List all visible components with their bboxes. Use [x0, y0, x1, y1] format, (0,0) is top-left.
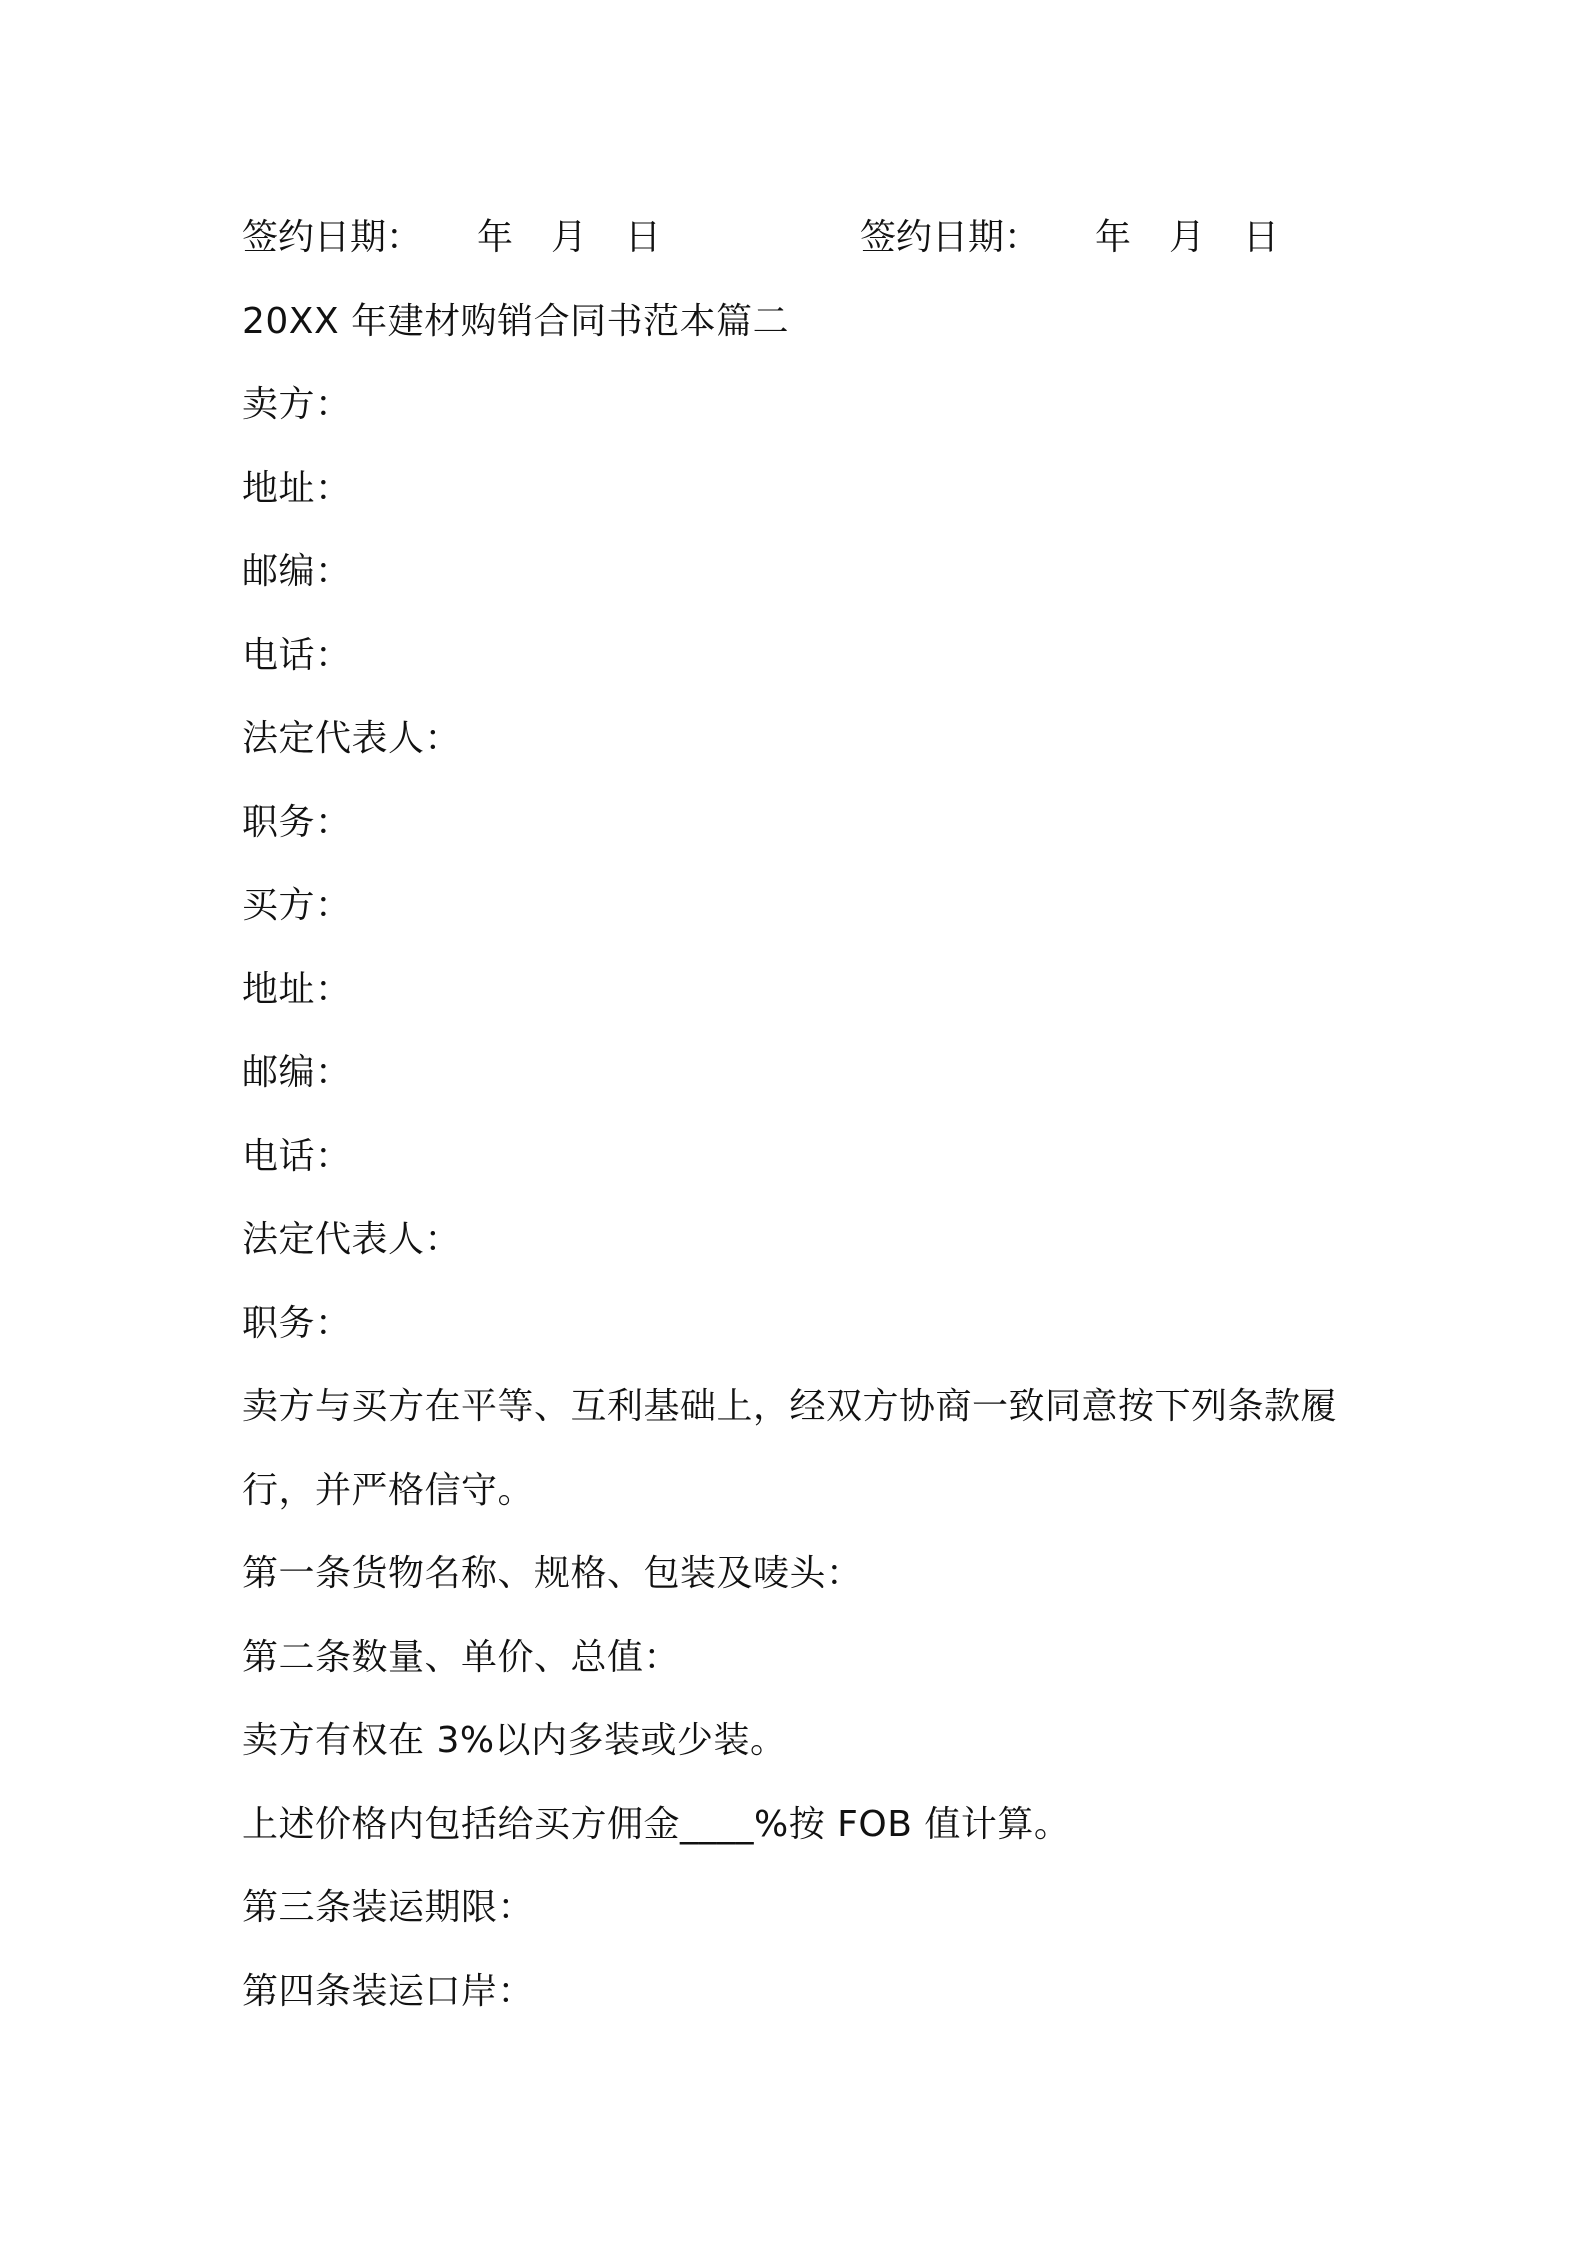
month-label: 月: [1169, 217, 1206, 258]
document-body: [242, 196, 1372, 2033]
buyer-postcode-field: 邮编：: [242, 1052, 352, 1093]
clause-2-note-commission: 上述价格内包括给买方佣金____%按 FOB 值计算。: [242, 1803, 1071, 1845]
seller-party-field: 卖方：: [242, 384, 352, 425]
signature-date-label: 签约日期：: [242, 217, 423, 258]
clause-1-heading: 第一条货物名称、规格、包装及唛头：: [242, 1553, 863, 1594]
clause-2-heading: 第二条数量、单价、总值：: [242, 1636, 681, 1678]
seller-postcode-field: 邮编：: [242, 551, 352, 592]
year-label: 年: [1095, 217, 1132, 258]
intro-paragraph-line-2: 行，并严格信守。: [242, 1469, 535, 1511]
day-label: 日: [1243, 217, 1280, 258]
day-label: 日: [625, 217, 662, 258]
buyer-phone-field: 电话：: [242, 1135, 352, 1177]
signature-date-label: 签约日期：: [860, 217, 1041, 258]
buyer-signature-date: [860, 196, 1279, 280]
buyer-position-field: 职务：: [242, 1302, 352, 1344]
signature-date-row: [242, 196, 1372, 280]
buyer-legal-rep-field: 法定代表人：: [242, 1219, 462, 1260]
seller-signature-date: [242, 196, 661, 280]
seller-address-field: 地址：: [242, 467, 352, 509]
intro-paragraph-line-1: 卖方与买方在平等、互利基础上，经双方协商一致同意按下列条款履: [242, 1386, 1338, 1427]
month-label: 月: [551, 217, 588, 258]
clause-2-note-tolerance: 卖方有权在 3%以内多装或少装。: [242, 1720, 787, 1761]
seller-phone-field: 电话：: [242, 634, 352, 676]
year-label: 年: [477, 217, 514, 258]
document-title: 20XX 年建材购销合同书范本篇二: [242, 300, 790, 342]
seller-position-field: 职务：: [242, 801, 352, 843]
clause-3-heading: 第三条装运期限：: [242, 1887, 535, 1928]
buyer-party-field: 买方：: [242, 885, 352, 926]
seller-legal-rep-field: 法定代表人：: [242, 718, 462, 759]
clause-4-heading: 第四条装运口岸：: [242, 1970, 535, 2012]
buyer-address-field: 地址：: [242, 968, 352, 1010]
